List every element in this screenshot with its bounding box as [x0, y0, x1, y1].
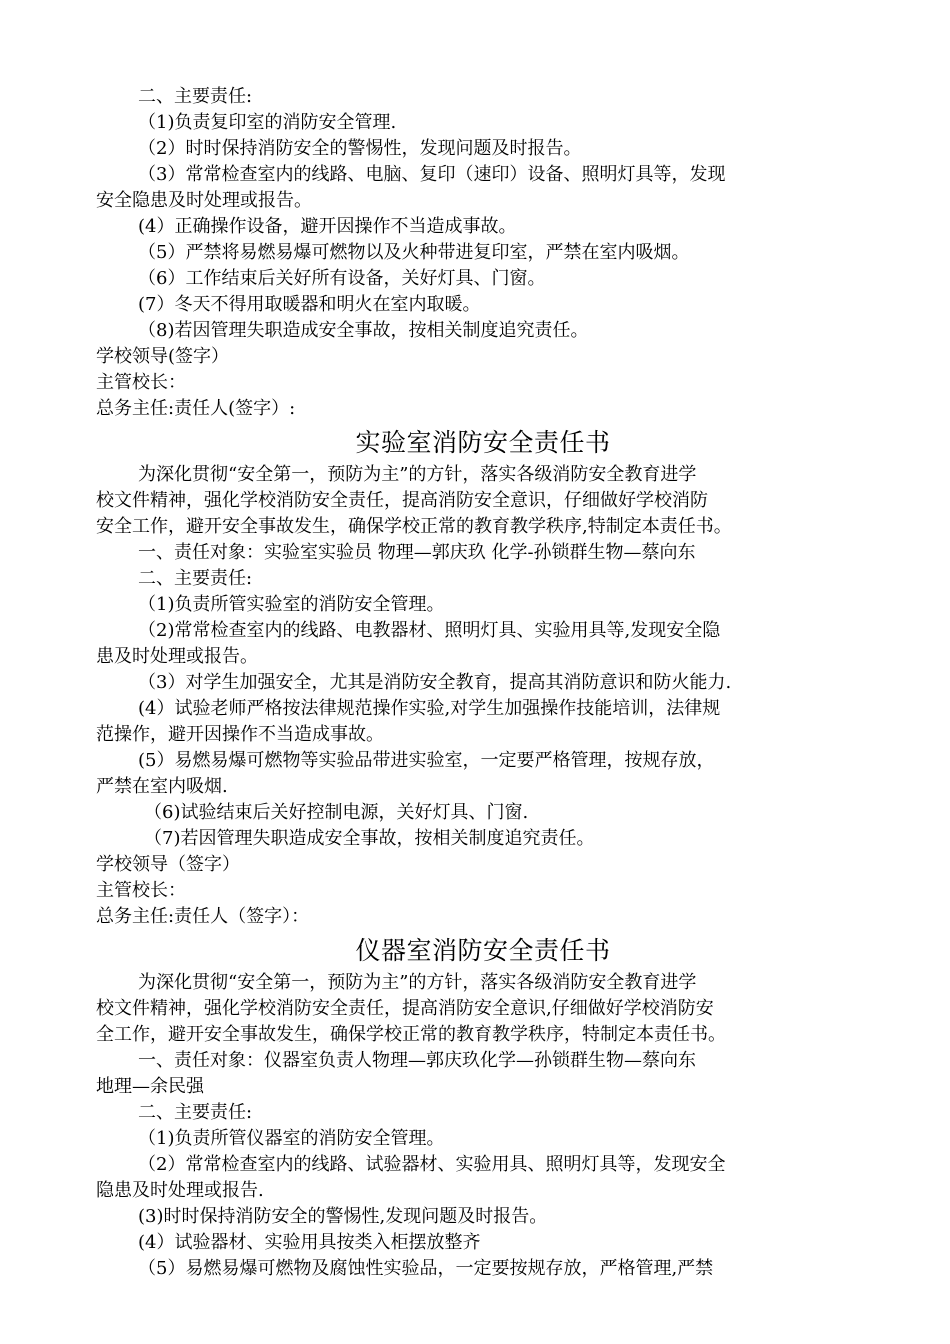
- duty-item: （6）工作结束后关好所有设备，关好灯具、门窗。: [138, 268, 546, 289]
- duty-item: （1)负责复印室的消防安全管理.: [138, 112, 397, 133]
- intro-line: 安全工作，避开安全事故发生，确保学校正常的教育教学秩序,特制定本责任书。: [96, 516, 732, 537]
- intro-line: 为深化贯彻“安全第一，预防为主”的方针，落实各级消防安全教育进学: [138, 972, 697, 993]
- section-instrument-room: [96, 932, 870, 1282]
- duty-item: (4）正确操作设备，避开因操作不当造成事故。: [138, 216, 517, 237]
- signature-director: 总务主任:责任人(签字）:: [96, 398, 296, 419]
- intro-line: 为深化贯彻“安全第一，预防为主”的方针，落实各级消防安全教育进学: [138, 464, 697, 485]
- signature-director: 总务主任:责任人（签字）：: [96, 906, 310, 927]
- document-title: 仪器室消防安全责任书: [355, 936, 611, 965]
- duty-item-continued: 患及时处理或报告。: [96, 646, 258, 667]
- intro-line: 校文件精神，强化学校消防安全责任，提高消防安全意识,仔细做好学校消防安: [96, 998, 714, 1019]
- duties-heading: 二、主要责任:: [138, 568, 253, 589]
- signature-leader: 学校领导(签字）: [96, 346, 230, 367]
- duty-item: （5）严禁将易燃易爆可燃物以及火种带进复印室，严禁在室内吸烟。: [138, 242, 690, 263]
- duty-item: （1)负责所管仪器室的消防安全管理。: [138, 1128, 445, 1149]
- section-copy-room: [96, 84, 870, 422]
- responsibility-target: 一、责任对象：实验室实验员 物理—郭庆玖 化学-孙锁群生物—蔡向东: [138, 542, 696, 563]
- intro-line: 校文件精神，强化学校消防安全责任，提高消防安全意识，仔细做好学校消防: [96, 490, 708, 511]
- duty-item-continued: 范操作，避开因操作不当造成事故。: [96, 724, 384, 745]
- intro-line: 全工作，避开安全事故发生，确保学校正常的教育教学秩序，特制定本责任书。: [96, 1024, 726, 1045]
- duty-item: (4）试验老师严格按法律规范操作实验,对学生加强操作技能培训，法律规: [138, 698, 721, 719]
- signature-principal: 主管校长：: [96, 880, 186, 901]
- duty-item: (5）易燃易爆可燃物等实验品带进实验室，一定要严格管理，按规存放，: [138, 750, 715, 771]
- duty-item-continued: 安全隐患及时处理或报告。: [96, 190, 312, 211]
- duty-item: （3）对学生加强安全，尤其是消防安全教育，提高其消防意识和防火能力.: [138, 672, 732, 693]
- duty-item: (7）冬天不得用取暖器和明火在室内取暖。: [138, 294, 481, 315]
- duty-item: (3)时时保持消防安全的警惕性,发现问题及时报告。: [138, 1206, 548, 1227]
- duty-item: （6)试验结束后关好控制电源，关好灯具、门窗.: [144, 802, 529, 823]
- duty-item: （8)若因管理失职造成安全事故，按相关制度追究责任。: [138, 320, 589, 341]
- duty-item: （1)负责所管实验室的消防安全管理。: [138, 594, 445, 615]
- duty-item-continued: 隐患及时处理或报告.: [96, 1180, 264, 1201]
- section-laboratory: [96, 424, 870, 930]
- document-title: 实验室消防安全责任书: [355, 428, 611, 457]
- signature-principal: 主管校长：: [96, 372, 186, 393]
- duty-item: （2)常常检查室内的线路、电教器材、照明灯具、实验用具等,发现安全隐: [138, 620, 721, 641]
- duty-item: (4）试验器材、实验用具按类入柜摆放整齐: [138, 1232, 481, 1253]
- responsibility-target: 一、责任对象：仪器室负责人物理—郭庆玖化学—孙锁群生物—蔡向东: [138, 1050, 696, 1071]
- duty-item: （7)若因管理失职造成安全事故，按相关制度追究责任。: [144, 828, 595, 849]
- signature-leader: 学校领导（签字）: [96, 854, 240, 875]
- duty-item-continued: 严禁在室内吸烟.: [96, 776, 228, 797]
- duty-item: （5）易燃易爆可燃物及腐蚀性实验品，一定要按规存放，严格管理,严禁: [138, 1258, 714, 1279]
- duties-heading: 二、主要责任:: [138, 1102, 253, 1123]
- duty-item: （2）时时保持消防安全的警惕性，发现问题及时报告。: [138, 138, 582, 159]
- duty-item: （3）常常检查室内的线路、电脑、复印（速印）设备、照明灯具等，发现: [138, 164, 726, 185]
- responsibility-target-continued: 地理—余民强: [96, 1076, 204, 1097]
- duty-item: （2）常常检查室内的线路、试验器材、实验用具、照明灯具等，发现安全: [138, 1154, 726, 1175]
- duties-heading: 二、主要责任:: [138, 86, 253, 107]
